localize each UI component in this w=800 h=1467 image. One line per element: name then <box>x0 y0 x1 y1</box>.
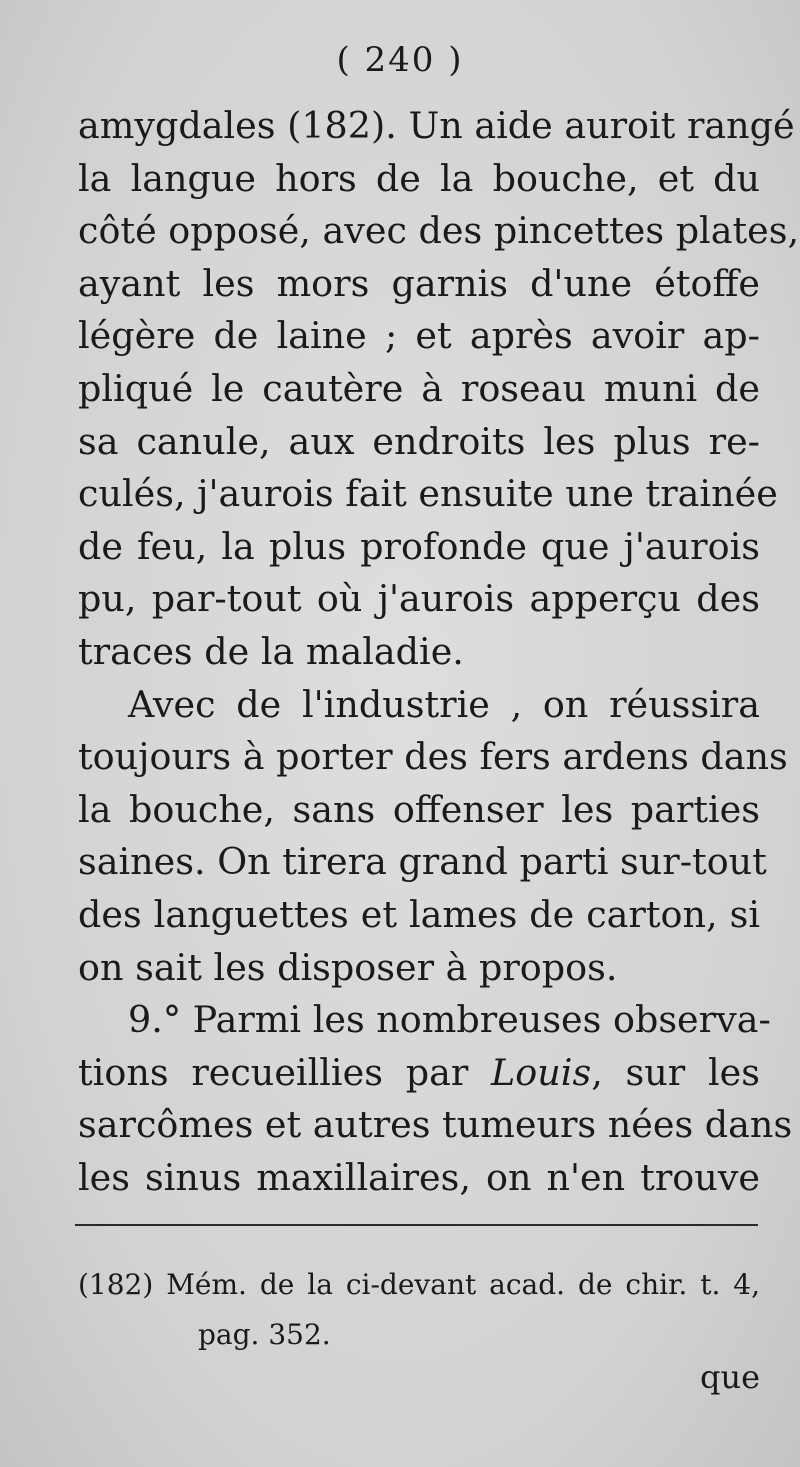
text-line: sa canule, aux endroits les plus re- <box>78 419 760 463</box>
text-line: traces de la maladie. <box>78 629 464 673</box>
footnote-rule <box>75 1224 758 1226</box>
text-line: pu, par-tout où j'aurois apperçu des <box>78 577 760 621</box>
text-line: culés, j'aurois fait ensuite une trainée <box>78 472 778 516</box>
text-line: de feu, la plus profonde que j'aurois <box>78 524 760 568</box>
text-line: la bouche, sans offenser les parties <box>78 787 760 831</box>
catchword: que <box>699 1358 760 1396</box>
text-line: côté opposé, avec des pincettes plates, <box>78 209 800 253</box>
text-line: la langue hors de la bouche, et du <box>78 156 760 200</box>
text-line: sarcômes et autres tumeurs nées dans <box>78 1103 793 1147</box>
author-name: Louis <box>491 1050 592 1094</box>
text-line: toujours à porter des fers ardens dans <box>78 735 788 779</box>
footnote-line: pag. 352. <box>198 1318 331 1351</box>
text-line: on sait les disposer à propos. <box>78 945 618 989</box>
body-text <box>78 100 800 1204</box>
text-line: légère de laine ; et après avoir ap- <box>78 314 760 358</box>
text-line: 9.° Parmi les nombreuses observa- <box>128 998 771 1042</box>
page-number: ( 240 ) <box>336 40 464 80</box>
text-line: des languettes et lames de carton, si <box>78 892 760 936</box>
text-line: tions recueillies par Louis, sur les <box>78 1050 761 1094</box>
footnote-line: (182) Mém. de la ci-devant acad. de chir. t. 4, <box>78 1268 760 1301</box>
text-line: pliqué le cautère à roseau muni de <box>78 366 760 410</box>
text-line: les sinus maxillaires, on n'en trouve <box>78 1155 760 1199</box>
text-line: ayant les mors garnis d'une étoffe <box>78 261 760 305</box>
text-line: saines. On tirera grand parti sur-tout <box>78 840 767 884</box>
text-line: amygdales (182). Un aide auroit rangé <box>78 104 795 147</box>
footnote <box>78 1260 760 1360</box>
text-line: Avec de l'industrie , on réussira <box>128 682 760 726</box>
